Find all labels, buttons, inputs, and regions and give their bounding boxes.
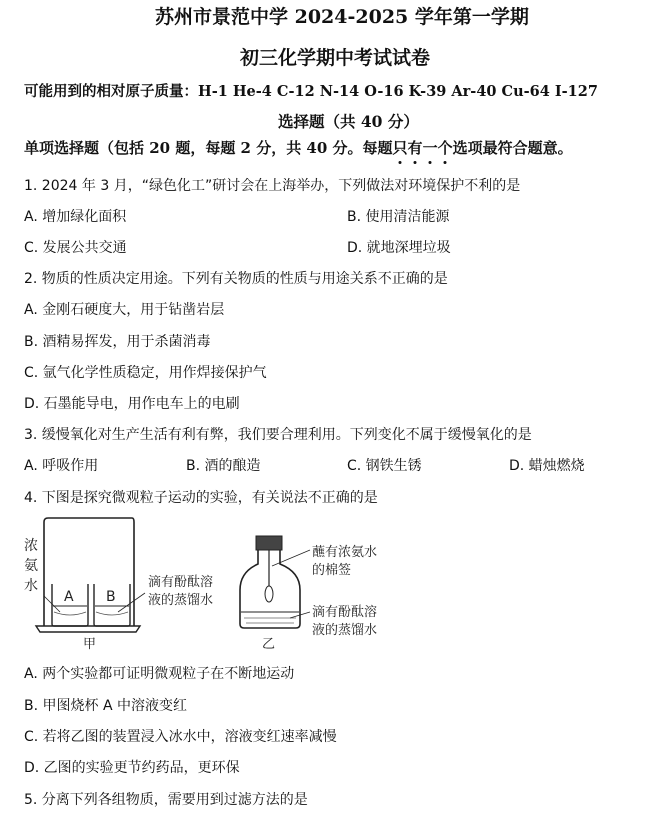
cotton-swab-tip	[265, 586, 273, 602]
question-1-option-b[interactable]: B. 使用清洁能源	[347, 209, 450, 225]
question-3-option-d[interactable]: D. 蜡烛燃烧	[509, 458, 585, 474]
experiment-figure	[0, 508, 420, 658]
yi-label-bottom-1: 滴有酚酞溶	[312, 605, 378, 620]
question-5-stem: 5. 分离下列各组物质，需要用到过滤方法的是	[24, 792, 308, 808]
jia-label-left-2: 氨	[24, 558, 38, 574]
question-1-stem: 1. 2024 年 3 月，“绿色化工”研讨会在上海举办，下列做法对环境保护不利的是	[24, 178, 521, 194]
paper-title: 苏州市景范中学 2024-2025 学年第一学期	[155, 6, 529, 28]
section-instruction	[24, 137, 573, 158]
question-4-stem: 4. 下图是探究微观粒子运动的实验，有关说法不正确的是	[24, 490, 378, 506]
jia-apparatus	[36, 518, 145, 632]
emphasis-char: 个	[438, 137, 453, 158]
question-1-option-a[interactable]: A. 增加绿化面积	[24, 209, 127, 225]
emphasis-char: 只	[393, 137, 408, 158]
jia-label-right-1: 滴有酚酞溶	[148, 575, 214, 590]
question-3-stem: 3. 缓慢氧化对生产生活有利有弊，我们要合理利用。下列变化不属于缓慢氧化的是	[24, 427, 532, 443]
yi-label-top-1: 蘸有浓氨水	[312, 545, 378, 560]
question-4-option-b[interactable]: B. 甲图烧杯 A 中溶液变红	[24, 698, 187, 714]
glass-tray	[36, 626, 140, 632]
jia-label-left-3: 水	[24, 578, 38, 594]
question-4-option-a[interactable]: A. 两个实验都可证明微观粒子在不断地运动	[24, 666, 295, 682]
instruction-part-a: 单项选择题（包括 20 题，每题 2 分，共 40 分。每题	[24, 139, 393, 157]
beaker-a-label: A	[64, 589, 74, 605]
yi-label-top-2: 的棉签	[312, 563, 352, 578]
emphasis-char: 有	[408, 137, 423, 158]
question-2-option-b[interactable]: B. 酒精易挥发，用于杀菌消毒	[24, 334, 211, 350]
instruction-part-b: 选项最符合题意。	[452, 139, 573, 157]
question-3-option-c[interactable]: C. 钢铁生锈	[347, 458, 422, 474]
jia-label-right-2: 液的蒸馏水	[148, 593, 214, 608]
yi-label-bottom-2: 液的蒸馏水	[312, 623, 378, 638]
rubber-stopper	[256, 536, 282, 550]
question-4-option-d[interactable]: D. 乙图的实验更节约药品，更环保	[24, 760, 240, 776]
yi-apparatus	[240, 536, 310, 628]
beaker-b-label: B	[106, 589, 116, 605]
question-3-option-b[interactable]: B. 酒的酿造	[186, 458, 261, 474]
question-1-option-d[interactable]: D. 就地深埋垃圾	[347, 240, 451, 256]
question-2-option-c[interactable]: C. 氩气化学性质稳定，用作焊接保护气	[24, 365, 267, 381]
question-2-stem: 2. 物质的性质决定用途。下列有关物质的性质与用途关系不正确的是	[24, 271, 448, 287]
paper-subtitle: 初三化学期中考试试卷	[240, 47, 431, 69]
section-title: 选择题（共 40 分）	[278, 112, 419, 131]
atomic-masses: 可能用到的相对原子质量：H-1 He-4 C-12 N-14 O-16 K-39 Ar-40 Cu-64 I-127	[24, 83, 598, 100]
question-2-option-a[interactable]: A. 金刚石硬度大，用于钻凿岩层	[24, 302, 225, 318]
emphasis-char: 一	[423, 137, 438, 158]
question-3-option-a[interactable]: A. 呼吸作用	[24, 458, 99, 474]
question-2-option-d[interactable]: D. 石墨能导电，用作电车上的电刷	[24, 396, 240, 412]
yi-caption: 乙	[262, 637, 276, 652]
question-1-option-c[interactable]: C. 发展公共交通	[24, 240, 127, 256]
question-4-option-c[interactable]: C. 若将乙图的装置浸入冰水中，溶液变红速率减慢	[24, 729, 337, 745]
jia-caption: 甲	[83, 637, 97, 652]
jia-label-left-1: 浓	[24, 538, 38, 554]
